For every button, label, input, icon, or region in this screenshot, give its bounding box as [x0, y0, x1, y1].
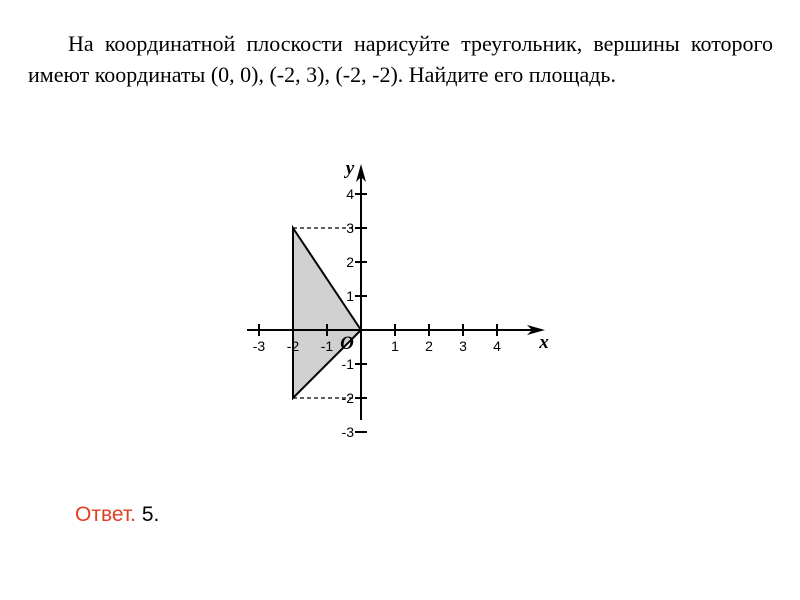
x-tick-label: -3 — [252, 338, 266, 354]
x-tick-label: 2 — [425, 338, 433, 354]
coordinate-plane-figure — [240, 150, 560, 455]
y-tick-label: 3 — [346, 220, 354, 236]
x-tick-label: 1 — [391, 338, 399, 354]
answer — [75, 503, 159, 527]
y-tick-label: 2 — [346, 254, 354, 270]
y-tick-label: 4 — [346, 186, 354, 202]
x-tick-label: 3 — [459, 338, 467, 354]
problem-statement: На координатной плоскости нарисуйте треугольник, вершины которого имеют координаты (0, 0), (-2, 3), (-2, -2). Найдите его площадь. — [28, 31, 773, 87]
y-tick-label: -3 — [341, 424, 354, 440]
coordinate-plane-svg — [240, 150, 560, 450]
x-axis-label: x — [539, 332, 549, 353]
x-tick-label: -2 — [286, 338, 300, 354]
x-tick-label: 4 — [493, 338, 501, 354]
origin-label: O — [340, 333, 354, 354]
y-tick-label: -1 — [341, 356, 354, 372]
y-tick-label: -2 — [341, 390, 354, 406]
y-axis-label: y — [345, 158, 355, 179]
y-tick-label: 1 — [346, 288, 354, 304]
answer-value: 5. — [141, 503, 160, 526]
x-tick-label: -1 — [320, 338, 334, 354]
answer-label: Ответ. — [75, 503, 136, 526]
